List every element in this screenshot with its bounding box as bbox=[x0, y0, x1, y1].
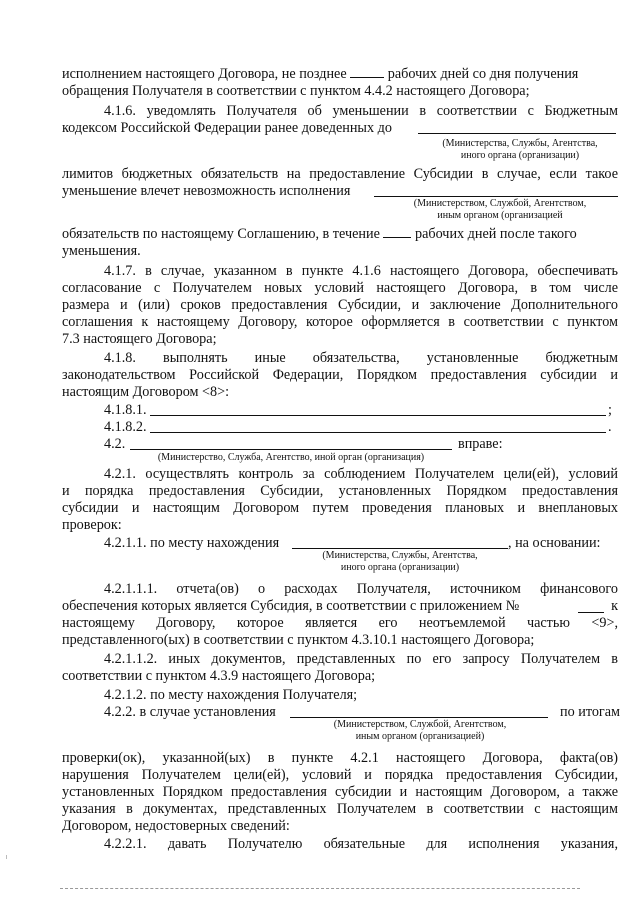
text-line: 4.1.8.2. bbox=[104, 419, 147, 435]
blank-field bbox=[150, 432, 606, 433]
blank-field bbox=[383, 236, 411, 238]
blank-field bbox=[418, 133, 616, 134]
text-line: по итогам bbox=[560, 704, 621, 720]
text-line: проверок: bbox=[62, 517, 122, 533]
text-line: соглашения к настоящему Договору, которое оформляется в соответствии с пунктом bbox=[62, 314, 618, 330]
text-line: субсидии и настоящим Договором путем проведения плановых и внеплановых bbox=[62, 500, 618, 516]
text-line: 4.2.1.1. по месту нахождения bbox=[104, 535, 280, 551]
blank-field bbox=[578, 611, 604, 613]
text-line: 4.2.1. осуществлять контроль за соблюдением Получателем цели(ей), условий bbox=[104, 466, 618, 482]
field-caption: (Министерство, Служба, Агентство, иной орган (организация) bbox=[157, 452, 425, 463]
text-line: размера и (или) сроков предоставления Субсидии, и заключение Дополнительного bbox=[62, 297, 618, 313]
text-line bbox=[62, 226, 577, 243]
text-line bbox=[62, 120, 392, 137]
text-line: установленных Порядком предоставления субсидии и настоящим Договором, а также bbox=[62, 784, 618, 800]
text-line: обращения Получателя в соответствии с пунктом 4.4.2 настоящего Договора; bbox=[62, 83, 530, 99]
text-line: настоящим Договором <8>: bbox=[62, 384, 230, 400]
text-line: представленного(ых) в соответствии с пунктом 4.3.10.1 настоящего Договора; bbox=[62, 632, 535, 648]
text-line bbox=[62, 66, 578, 83]
text-fragment: обеспечения которых является Субсидия, в соответствии с приложением № bbox=[62, 598, 520, 614]
text-line: ; bbox=[608, 402, 612, 418]
text-line: вправе: bbox=[458, 436, 503, 452]
text-line: 4.2. bbox=[104, 436, 126, 452]
field-caption: иным органом (организацией) bbox=[355, 731, 485, 742]
text-line: 4.2.1.2. по месту нахождения Получателя; bbox=[104, 687, 358, 703]
page-edge-rule bbox=[60, 888, 580, 889]
text-line: настоящему Договору, которое является его неотъемлемой частью <9>, bbox=[62, 615, 618, 631]
text-line: и порядка предоставления Субсидии, установленных Порядком предоставления bbox=[62, 483, 618, 499]
text-line: проверки(ок), указанной(ых) в пункте 4.2.1 настоящего Договора, факта(ов) bbox=[62, 750, 618, 766]
text-fragment: к bbox=[611, 598, 618, 614]
text-fragment: рабочих дней со дня получения bbox=[387, 66, 579, 82]
blank-field bbox=[150, 415, 606, 416]
field-caption: иного органа (организации) bbox=[340, 562, 460, 573]
text-line: . bbox=[608, 419, 612, 435]
field-caption: иного органа (организации) bbox=[460, 150, 580, 161]
text-line: 4.2.2. в случае установления bbox=[104, 704, 276, 720]
field-caption: иным органом (организацией bbox=[437, 210, 563, 221]
text-line: 4.1.7. в случае, указанном в пункте 4.1.6 настоящего Договора, обеспечивать bbox=[104, 263, 618, 279]
text-line: нарушения Получателем цели(ей), условий и порядка предоставления Субсидии, bbox=[62, 767, 618, 783]
text-line: 4.1.8.1. bbox=[104, 402, 147, 418]
blank-field bbox=[350, 76, 384, 78]
text-line: 4.1.8. выполнять иные обязательства, установленные бюджетным bbox=[104, 350, 618, 366]
text-line: Договором, недостоверных сведений: bbox=[62, 818, 290, 834]
text-fragment: исполнением настоящего Договора, не позднее bbox=[62, 66, 347, 82]
text-fragment: кодексом Российской Федерации ранее доведенных до bbox=[62, 120, 392, 136]
field-caption: (Министерством, Службой, Агентством, bbox=[333, 719, 507, 730]
text-line: 4.2.1.1.1. отчета(ов) о расходах Получателя, источником финансового bbox=[104, 581, 618, 597]
text-fragment: рабочих дней после такого bbox=[414, 226, 577, 242]
blank-field bbox=[292, 548, 508, 549]
text-line: указания в документах, представленных Получателем в соответствии с настоящим bbox=[62, 801, 618, 817]
text-line: 4.1.6. уведомлять Получателя об уменьшении в соответствии с Бюджетным bbox=[104, 103, 618, 119]
field-caption: (Министерством, Службой, Агентством, bbox=[413, 198, 587, 209]
text-line: 4.2.1.1.2. иных документов, представленных по его запросу Получателем в bbox=[104, 651, 618, 667]
text-fragment: обязательств по настоящему Соглашению, в течение bbox=[62, 226, 380, 242]
margin-mark bbox=[6, 855, 7, 859]
text-line: , на основании: bbox=[508, 535, 601, 551]
field-caption: (Министерства, Службы, Агентства, bbox=[442, 138, 598, 149]
text-line: уменьшение влечет невозможность исполнения bbox=[62, 183, 351, 199]
text-line: 7.3 настоящего Договора; bbox=[62, 331, 217, 347]
blank-field bbox=[290, 717, 548, 718]
text-line: 4.2.2.1. давать Получателю обязательные для исполнения указания, bbox=[104, 836, 618, 852]
text-line: уменьшения. bbox=[62, 243, 141, 259]
text-line: лимитов бюджетных обязательств на предоставление Субсидии в случае, если такое bbox=[62, 166, 618, 182]
field-caption: (Министерства, Службы, Агентства, bbox=[322, 550, 478, 561]
blank-field bbox=[374, 196, 618, 197]
text-line: согласование с Получателем новых условий настоящего Договора, в том числе bbox=[62, 280, 618, 296]
text-line: законодательством Российской Федерации, Порядком предоставления субсидии и bbox=[62, 367, 618, 383]
blank-field bbox=[130, 449, 452, 450]
text-line: соответствии с пунктом 4.3.9 настоящего Договора; bbox=[62, 668, 376, 684]
